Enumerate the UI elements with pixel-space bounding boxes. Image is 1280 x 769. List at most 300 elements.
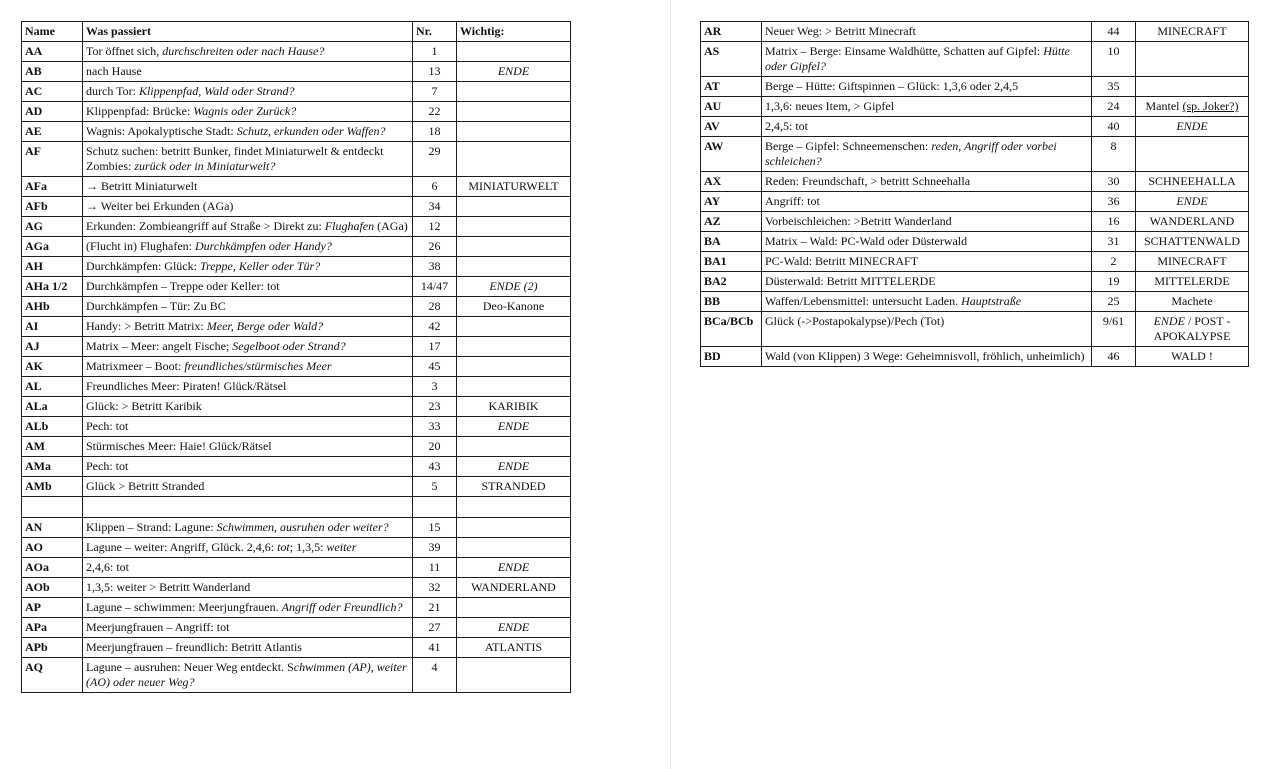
row-description	[83, 518, 413, 538]
text-segment: tot	[277, 540, 290, 554]
text-segment: Lagune – schwimmen: Meerjungfrauen.	[86, 600, 282, 614]
text-segment: KARIBIK	[488, 399, 539, 413]
row-number: 29	[413, 142, 457, 177]
row-important	[457, 477, 571, 497]
text-segment: SCHNEEHALLA	[1148, 174, 1236, 188]
row-number: 13	[413, 62, 457, 82]
table-row	[22, 357, 571, 377]
row-code	[22, 497, 83, 518]
row-number: 12	[413, 217, 457, 237]
row-number: 7	[413, 82, 457, 102]
row-description	[762, 192, 1092, 212]
row-code: AF	[22, 142, 83, 177]
text-segment: ENDE	[1176, 194, 1208, 208]
table-row	[22, 42, 571, 62]
table-row	[22, 317, 571, 337]
row-number: 3	[413, 377, 457, 397]
text-segment: Lagune – ausruhen: Neuer Weg entdeckt. S	[86, 660, 294, 674]
row-description	[83, 397, 413, 417]
row-number: 40	[1092, 117, 1136, 137]
row-number: 16	[1092, 212, 1136, 232]
row-code: AU	[701, 97, 762, 117]
text-segment: Segelboot oder Strand?	[232, 339, 346, 353]
row-important	[1136, 117, 1249, 137]
table-row	[22, 122, 571, 142]
row-important	[1136, 252, 1249, 272]
text-segment: STRANDED	[481, 479, 546, 493]
text-segment: Hütte oder Gipfel?	[765, 44, 1070, 73]
text-segment: Berge – Hütte: Giftspinnen – Glück: 1,3,6 oder 2,4,5	[765, 79, 1019, 93]
row-code: ALa	[22, 397, 83, 417]
text-segment: nach Hause	[86, 64, 142, 78]
table-row	[22, 658, 571, 693]
row-important	[457, 618, 571, 638]
table-row	[701, 192, 1249, 212]
row-number: 11	[413, 558, 457, 578]
text-segment: SCHATTENWALD	[1144, 234, 1240, 248]
row-code: AQ	[22, 658, 83, 693]
row-number: 23	[413, 397, 457, 417]
row-code: AG	[22, 217, 83, 237]
text-segment: Stürmisches Meer: Haie! Glück/Rätsel	[86, 439, 272, 453]
row-important	[457, 122, 571, 142]
row-number: 18	[413, 122, 457, 142]
text-segment: Pech: tot	[86, 419, 129, 433]
text-segment: Klippenpfad: Brücke:	[86, 104, 194, 118]
row-description	[762, 172, 1092, 192]
row-number: 1	[413, 42, 457, 62]
row-description	[83, 102, 413, 122]
text-segment: Angriff: tot	[765, 194, 820, 208]
table-row	[22, 457, 571, 477]
row-code: AV	[701, 117, 762, 137]
row-code: AR	[701, 22, 762, 42]
text-segment: MINIATURWELT	[468, 179, 559, 193]
row-description	[83, 197, 413, 217]
text-segment: (Flucht in) Flughafen:	[86, 239, 195, 253]
right-table-body	[701, 22, 1249, 367]
row-number: 25	[1092, 292, 1136, 312]
header-nr: Nr.	[413, 22, 457, 42]
table-row	[22, 82, 571, 102]
row-important	[457, 457, 571, 477]
row-description	[83, 317, 413, 337]
text-segment: Klippenpfad, Wald oder Strand?	[138, 84, 295, 98]
row-description	[762, 42, 1092, 77]
row-important	[457, 257, 571, 277]
text-segment: Glück (->Postapokalypse)/Pech (Tot)	[765, 314, 945, 328]
row-important	[1136, 272, 1249, 292]
text-segment: Handy: > Betritt Matrix:	[86, 319, 207, 333]
text-segment: Hauptstraße	[961, 294, 1022, 308]
row-code: AHb	[22, 297, 83, 317]
text-segment: Düsterwald: Betritt MITTELERDE	[765, 274, 936, 288]
row-important	[1136, 137, 1249, 172]
row-number: 32	[413, 578, 457, 598]
text-segment: WANDERLAND	[1149, 214, 1235, 228]
row-important	[457, 317, 571, 337]
row-code: AN	[22, 518, 83, 538]
row-number: 5	[413, 477, 457, 497]
text-segment: chwimmen (AP), weiter (AO) oder neuer Weg?	[86, 660, 407, 689]
table-row	[701, 312, 1249, 347]
row-code: AY	[701, 192, 762, 212]
row-code: AB	[22, 62, 83, 82]
row-important	[457, 377, 571, 397]
table-row	[22, 177, 571, 197]
table-row	[22, 277, 571, 297]
row-description	[83, 62, 413, 82]
row-important	[457, 42, 571, 62]
row-number: 24	[1092, 97, 1136, 117]
row-number: 38	[413, 257, 457, 277]
text-segment: weiter	[326, 540, 357, 554]
row-important	[457, 337, 571, 357]
row-important	[1136, 212, 1249, 232]
row-number: 14/47	[413, 277, 457, 297]
row-code: BCa/BCb	[701, 312, 762, 347]
table-row	[22, 217, 571, 237]
table-row	[22, 437, 571, 457]
row-description	[83, 82, 413, 102]
row-description	[762, 97, 1092, 117]
row-number: 41	[413, 638, 457, 658]
row-important	[1136, 77, 1249, 97]
row-code: BD	[701, 347, 762, 367]
row-important	[457, 538, 571, 558]
row-number: 34	[413, 197, 457, 217]
row-code: AH	[22, 257, 83, 277]
text-segment: durch Tor:	[86, 84, 139, 98]
row-description	[83, 538, 413, 558]
row-code: APa	[22, 618, 83, 638]
text-segment: Matrix – Meer: angelt Fische;	[86, 339, 233, 353]
page-divider	[670, 0, 671, 769]
row-number: 43	[413, 457, 457, 477]
row-code: BB	[701, 292, 762, 312]
row-description	[762, 77, 1092, 97]
row-description	[83, 437, 413, 457]
text-segment: MINECRAFT	[1157, 254, 1227, 268]
row-number: 35	[1092, 77, 1136, 97]
row-description	[83, 558, 413, 578]
text-segment: Wagnis oder Zurück?	[193, 104, 297, 118]
table-row	[22, 638, 571, 658]
row-description	[83, 638, 413, 658]
header-important: Wichtig:	[457, 22, 571, 42]
left-table	[21, 21, 571, 693]
table-row	[22, 102, 571, 122]
text-segment: Wald (von Klippen) 3 Wege: Geheimnisvoll, fröhlich, unheimlich)	[765, 349, 1085, 363]
row-important	[457, 237, 571, 257]
text-segment: Pech: tot	[86, 459, 129, 473]
text-segment: Durchkämpfen: Glück:	[86, 259, 200, 273]
text-segment: ; 1,3,5:	[289, 540, 327, 554]
text-segment: WALD !	[1171, 349, 1213, 363]
row-important	[457, 277, 571, 297]
text-segment: Waffen/Lebensmittel: untersucht Laden.	[765, 294, 962, 308]
row-number: 15	[413, 518, 457, 538]
text-segment: Schwimmen, ausruhen oder weiter?	[216, 520, 389, 534]
table-row	[22, 558, 571, 578]
table-row	[22, 397, 571, 417]
right-table	[700, 21, 1249, 367]
row-important	[457, 62, 571, 82]
table-row	[22, 297, 571, 317]
text-segment: ENDE	[497, 560, 530, 574]
row-description	[83, 277, 413, 297]
row-number: 46	[1092, 347, 1136, 367]
row-description	[83, 618, 413, 638]
text-segment: 1,3,5: weiter > Betritt Wanderland	[86, 580, 251, 594]
header-what: Was passiert	[83, 22, 413, 42]
table-row	[22, 497, 571, 518]
row-important	[457, 417, 571, 437]
text-segment: Meerjungfrauen – freundlich: Betritt Atlantis	[86, 640, 302, 654]
row-code: AT	[701, 77, 762, 97]
row-important	[457, 217, 571, 237]
row-description	[762, 137, 1092, 172]
row-description	[83, 477, 413, 497]
row-description	[83, 658, 413, 693]
row-number: 19	[1092, 272, 1136, 292]
table-row	[701, 212, 1249, 232]
text-segment: 2,4,6: tot	[86, 560, 130, 574]
row-number: 10	[1092, 42, 1136, 77]
row-important	[457, 197, 571, 217]
text-segment: Lagune – weiter: Angriff, Glück. 2,4,6:	[86, 540, 278, 554]
text-segment: → Weiter bei Erkunden (AGa)	[86, 199, 234, 213]
row-code: AA	[22, 42, 83, 62]
row-number: 39	[413, 538, 457, 558]
row-important	[1136, 312, 1249, 347]
row-number: 45	[413, 357, 457, 377]
table-row	[701, 77, 1249, 97]
text-segment: MITTELERDE	[1154, 274, 1230, 288]
table-row	[701, 252, 1249, 272]
text-segment: Deo-Kanone	[482, 299, 545, 313]
table-row	[22, 518, 571, 538]
text-segment: → Betritt Miniaturwelt	[86, 179, 198, 193]
table-row	[701, 97, 1249, 117]
row-description	[762, 252, 1092, 272]
row-description	[762, 347, 1092, 367]
row-number: 31	[1092, 232, 1136, 252]
row-number: 44	[1092, 22, 1136, 42]
header-name: Name	[22, 22, 83, 42]
table-row	[22, 578, 571, 598]
row-code: ALb	[22, 417, 83, 437]
text-segment: Angriff oder Freundlich?	[281, 600, 403, 614]
row-number: 28	[413, 297, 457, 317]
text-segment: Matrix – Wald: PC-Wald oder Düsterwald	[765, 234, 968, 248]
row-important	[457, 658, 571, 693]
row-description	[83, 598, 413, 618]
table-row	[22, 417, 571, 437]
row-description	[762, 22, 1092, 42]
row-description	[762, 292, 1092, 312]
row-important	[1136, 22, 1249, 42]
text-segment: Durchkämpfen oder Handy?	[194, 239, 332, 253]
text-segment: ENDE	[497, 64, 530, 78]
row-code: AK	[22, 357, 83, 377]
text-segment: Flughafen	[324, 219, 375, 233]
text-segment: Matrix – Berge: Einsame Waldhütte, Schatten auf Gipfel:	[765, 44, 1044, 58]
text-segment: MINECRAFT	[1157, 24, 1227, 38]
text-segment: ENDE	[1176, 119, 1208, 133]
header-row	[22, 22, 571, 42]
row-description	[83, 417, 413, 437]
row-code: BA2	[701, 272, 762, 292]
row-description	[762, 312, 1092, 347]
text-segment: ATLANTIS	[484, 640, 543, 654]
row-number: 22	[413, 102, 457, 122]
row-important	[457, 297, 571, 317]
row-description	[762, 117, 1092, 137]
row-code: AM	[22, 437, 83, 457]
left-table-body	[22, 42, 571, 693]
table-row	[22, 598, 571, 618]
row-description	[83, 578, 413, 598]
row-code: AI	[22, 317, 83, 337]
row-important	[457, 578, 571, 598]
row-code: AOb	[22, 578, 83, 598]
row-description	[83, 257, 413, 277]
row-important	[457, 357, 571, 377]
text-segment: Klippen – Strand: Lagune:	[86, 520, 217, 534]
row-code: AL	[22, 377, 83, 397]
row-description	[83, 217, 413, 237]
row-important	[1136, 97, 1249, 117]
row-code: AGa	[22, 237, 83, 257]
row-code: AMb	[22, 477, 83, 497]
row-number: 42	[413, 317, 457, 337]
table-row	[701, 42, 1249, 77]
row-important	[1136, 192, 1249, 212]
row-code: AMa	[22, 457, 83, 477]
row-number: 26	[413, 237, 457, 257]
row-important	[457, 558, 571, 578]
table-row	[22, 237, 571, 257]
text-segment: Berge – Gipfel: Schneemenschen:	[765, 139, 932, 153]
text-segment: reden, Angriff oder vorbei schleichen?	[765, 139, 1057, 168]
text-segment: ENDE (2)	[489, 279, 538, 293]
table-row	[701, 292, 1249, 312]
row-number: 2	[1092, 252, 1136, 272]
row-description	[83, 122, 413, 142]
row-description	[83, 377, 413, 397]
text-segment: ENDE	[1153, 314, 1185, 328]
row-code: AD	[22, 102, 83, 122]
row-code: BA	[701, 232, 762, 252]
row-description	[83, 42, 413, 62]
row-important	[457, 437, 571, 457]
row-code: AHa 1/2	[22, 277, 83, 297]
table-row	[22, 197, 571, 217]
row-number	[413, 497, 457, 518]
text-segment: Glück > Betritt Stranded	[86, 479, 205, 493]
row-description	[83, 457, 413, 477]
table-row	[22, 618, 571, 638]
row-description	[83, 142, 413, 177]
text-segment: (sp. Joker?)	[1182, 99, 1239, 113]
row-important	[457, 638, 571, 658]
row-number: 8	[1092, 137, 1136, 172]
text-segment: Tor öffnet sich,	[86, 44, 163, 58]
text-segment: ENDE	[497, 419, 530, 433]
table-row	[22, 257, 571, 277]
row-code: AE	[22, 122, 83, 142]
row-code: BA1	[701, 252, 762, 272]
text-segment: WANDERLAND	[471, 580, 556, 594]
text-segment: Wagnis: Apokalyptische Stadt:	[86, 124, 237, 138]
row-number: 30	[1092, 172, 1136, 192]
row-description	[83, 237, 413, 257]
table-row	[22, 377, 571, 397]
row-important	[1136, 42, 1249, 77]
row-important	[457, 82, 571, 102]
text-segment: Mantel	[1145, 99, 1183, 113]
row-code: AP	[22, 598, 83, 618]
row-number: 20	[413, 437, 457, 457]
text-segment: ENDE	[497, 620, 530, 634]
table-row	[701, 272, 1249, 292]
row-code: AFa	[22, 177, 83, 197]
text-segment: Durchkämpfen – Tür: Zu BC	[86, 299, 226, 313]
text-segment: Glück: > Betritt Karibik	[86, 399, 202, 413]
text-segment: Erkunden: Zombieangriff auf Straße > Direkt zu:	[86, 219, 325, 233]
row-important	[457, 102, 571, 122]
text-segment: Treppe, Keller oder Tür?	[199, 259, 321, 273]
row-important	[1136, 232, 1249, 252]
row-code: AX	[701, 172, 762, 192]
row-number: 17	[413, 337, 457, 357]
row-description	[83, 177, 413, 197]
text-segment: Meer, Berge oder Wald?	[206, 319, 324, 333]
row-code: AW	[701, 137, 762, 172]
table-row	[22, 538, 571, 558]
row-code: AOa	[22, 558, 83, 578]
row-description	[83, 497, 413, 518]
table-row	[22, 62, 571, 82]
table-row	[22, 477, 571, 497]
text-segment: ENDE	[497, 459, 530, 473]
text-segment: 2,4,5: tot	[765, 119, 809, 133]
row-important	[457, 142, 571, 177]
text-segment: freundliches/stürmisches Meer	[184, 359, 332, 373]
table-row	[701, 117, 1249, 137]
text-segment: durchschreiten oder nach Hause?	[162, 44, 325, 58]
row-important	[457, 518, 571, 538]
table-row	[22, 142, 571, 177]
row-important	[457, 177, 571, 197]
row-description	[83, 357, 413, 377]
row-number: 6	[413, 177, 457, 197]
row-description	[83, 297, 413, 317]
row-number: 36	[1092, 192, 1136, 212]
row-number: 33	[413, 417, 457, 437]
row-code: AJ	[22, 337, 83, 357]
text-segment: Durchkämpfen – Treppe oder Keller: tot	[86, 279, 280, 293]
text-segment: Schutz, erkunden oder Waffen?	[236, 124, 386, 138]
text-segment: Freundliches Meer: Piraten! Glück/Rätsel	[86, 379, 287, 393]
table-row	[701, 232, 1249, 252]
row-description	[762, 212, 1092, 232]
table-row	[701, 22, 1249, 42]
row-important	[457, 397, 571, 417]
row-important	[457, 598, 571, 618]
table-row	[701, 172, 1249, 192]
